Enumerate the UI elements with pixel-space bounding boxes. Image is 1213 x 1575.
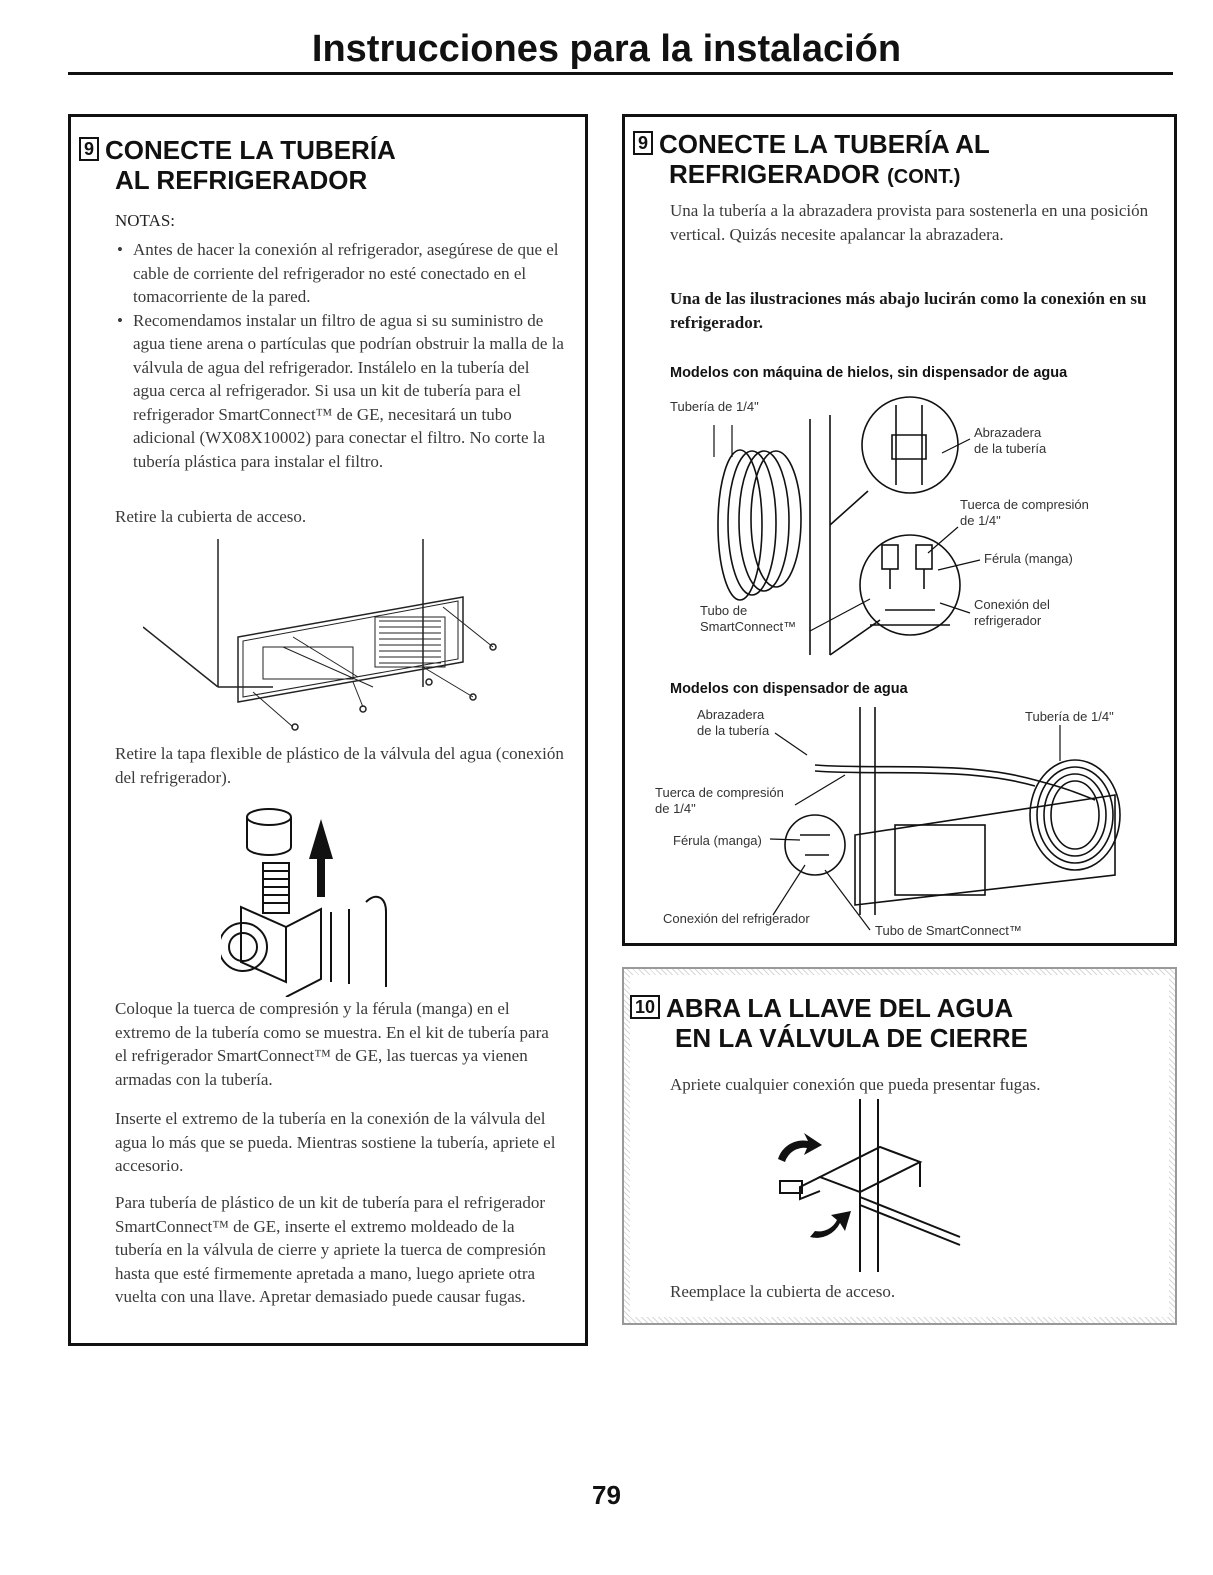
fig1-label-ferrule: Férula (manga) xyxy=(984,551,1073,566)
step9-left-box xyxy=(68,114,588,1346)
intro-text: Una la tubería a la abrazadera provista para sostenerla en una posición vertical. Quizás necesite apalancar la abrazadera. xyxy=(670,201,1149,244)
notes-list xyxy=(115,238,565,473)
title-rule xyxy=(68,72,1173,75)
step10-heading xyxy=(630,993,1028,1053)
heading-line1: ABRA LA LLAVE DEL AGUA xyxy=(666,993,1014,1023)
step10-text: Apriete cualquier conexión que pueda presentar fugas. xyxy=(670,1075,1041,1094)
fig2-label-ferrule: Férula (manga) xyxy=(673,833,762,848)
fig2-label-tubing: Tubería de 1/4" xyxy=(1025,709,1114,724)
fig1-label-tube-1: Tubo de xyxy=(700,603,748,618)
step9-cont-heading xyxy=(633,129,990,192)
remove-cover-text: Retire la cubierta de acceso. xyxy=(115,507,307,526)
paragraph: Para tubería de plástico de un kit de tubería para el refrigerador SmartConnect™ de GE, inserte el extremo moldeado de la tubería en la válvula de cierre y apriete la tuerca de compresión hasta que esté firmemente apretada a mano, luego apriete otra vuelta con una llave. Apretar demasiado puede causar fugas. xyxy=(115,1193,546,1306)
note-item: • Antes de hacer la conexión al refrigerador, asegúrese de que el cable de corriente del refrigerador no esté conectado en el tomacorriente de la pared. xyxy=(115,238,565,309)
fig1-title: Modelos con máquina de hielos, sin dispensador de agua xyxy=(670,365,1068,381)
remove-cap-text: Retire la tapa flexible de plástico de la válvula del agua (conexión del refrigerador). xyxy=(115,744,564,787)
bold-note: Una de las ilustraciones más abajo lucirán como la conexión en su refrigerador. xyxy=(670,289,1147,332)
page-title: Instrucciones para la instalación xyxy=(311,28,902,70)
paragraph: Coloque la tuerca de compresión y la férula (manga) en el extremo de la tubería como se muestra. En el kit de tubería para el refrigerador SmartConnect™ de GE, las tuercas ya vienen armadas con la tubería. xyxy=(115,999,549,1089)
fig1-label-clamp-1: Abrazadera xyxy=(974,425,1042,440)
heading-line2: AL REFRIGERADOR xyxy=(115,165,368,195)
step9-cont-box xyxy=(622,114,1177,946)
step-number-badge: 9 xyxy=(633,131,653,155)
heading-cont: (CONT.) xyxy=(887,166,961,188)
fig2-label-nut-1: Tuerca de compresión xyxy=(655,785,784,800)
step10-box xyxy=(622,967,1177,1325)
note-item: • Recomendamos instalar un filtro de agua si su suministro de agua tiene arena o partículas que podrían obstruir la malla de la válvula de agua del refrigerador. Instálelo en la tubería del agua cerca al refrigerador. Si usa un kit de tubería para el refrigerador SmartConnect™ de GE, necesitará un tubo adicional (WX08X10002) para conectar el filtro. No corte la tubería plástica para instalar el filtro. xyxy=(115,309,565,474)
fig1-label-conn-2: refrigerador xyxy=(974,613,1042,628)
dispenser-connection-illustration xyxy=(655,705,1155,935)
fig2-label-clamp-1: Abrazadera xyxy=(697,707,765,722)
shutoff-valve-illustration xyxy=(760,1097,980,1277)
step-number-badge: 9 xyxy=(79,137,99,161)
fig2-label-nut-2: de 1/4" xyxy=(655,801,696,816)
fig2-title: Modelos con dispensador de agua xyxy=(670,681,908,697)
step9-left-heading xyxy=(79,135,396,195)
fig1-label-tube-2: SmartConnect™ xyxy=(700,619,797,634)
fig1-label-nut-2: de 1/4" xyxy=(960,513,1001,528)
fig2-label-clamp-2: de la tubería xyxy=(697,723,770,738)
step10-inner xyxy=(630,975,1169,1317)
page-number: 79 xyxy=(592,1480,621,1510)
water-valve-cap-illustration xyxy=(221,797,401,997)
fig1-label-conn-1: Conexión del xyxy=(974,597,1050,612)
icemaker-connection-illustration xyxy=(670,395,1150,670)
fig2-label-conn: Conexión del refrigerador xyxy=(663,911,810,926)
fig1-label-clamp-2: de la tubería xyxy=(974,441,1047,456)
step-number-badge: 10 xyxy=(630,995,660,1019)
access-cover-illustration xyxy=(143,537,523,732)
heading-line2: EN LA VÁLVULA DE CIERRE xyxy=(675,1023,1028,1053)
paragraph: Inserte el extremo de la tubería en la conexión de la válvula del agua lo más que se pueda. Mientras sostiene la tubería, apriete el accesorio. xyxy=(115,1109,556,1175)
heading-line1: CONECTE LA TUBERÍA xyxy=(105,135,396,165)
fig1-label-nut-1: Tuerca de compresión xyxy=(960,497,1089,512)
heading-line2: REFRIGERADOR xyxy=(669,159,880,189)
fig2-label-tube: Tubo de SmartConnect™ xyxy=(875,923,1022,935)
replace-cover-text: Reemplace la cubierta de acceso. xyxy=(670,1282,896,1301)
fig1-label-tubing: Tubería de 1/4" xyxy=(670,399,759,414)
notes-label: NOTAS: xyxy=(115,211,176,230)
heading-line1: CONECTE LA TUBERÍA AL xyxy=(659,129,990,159)
